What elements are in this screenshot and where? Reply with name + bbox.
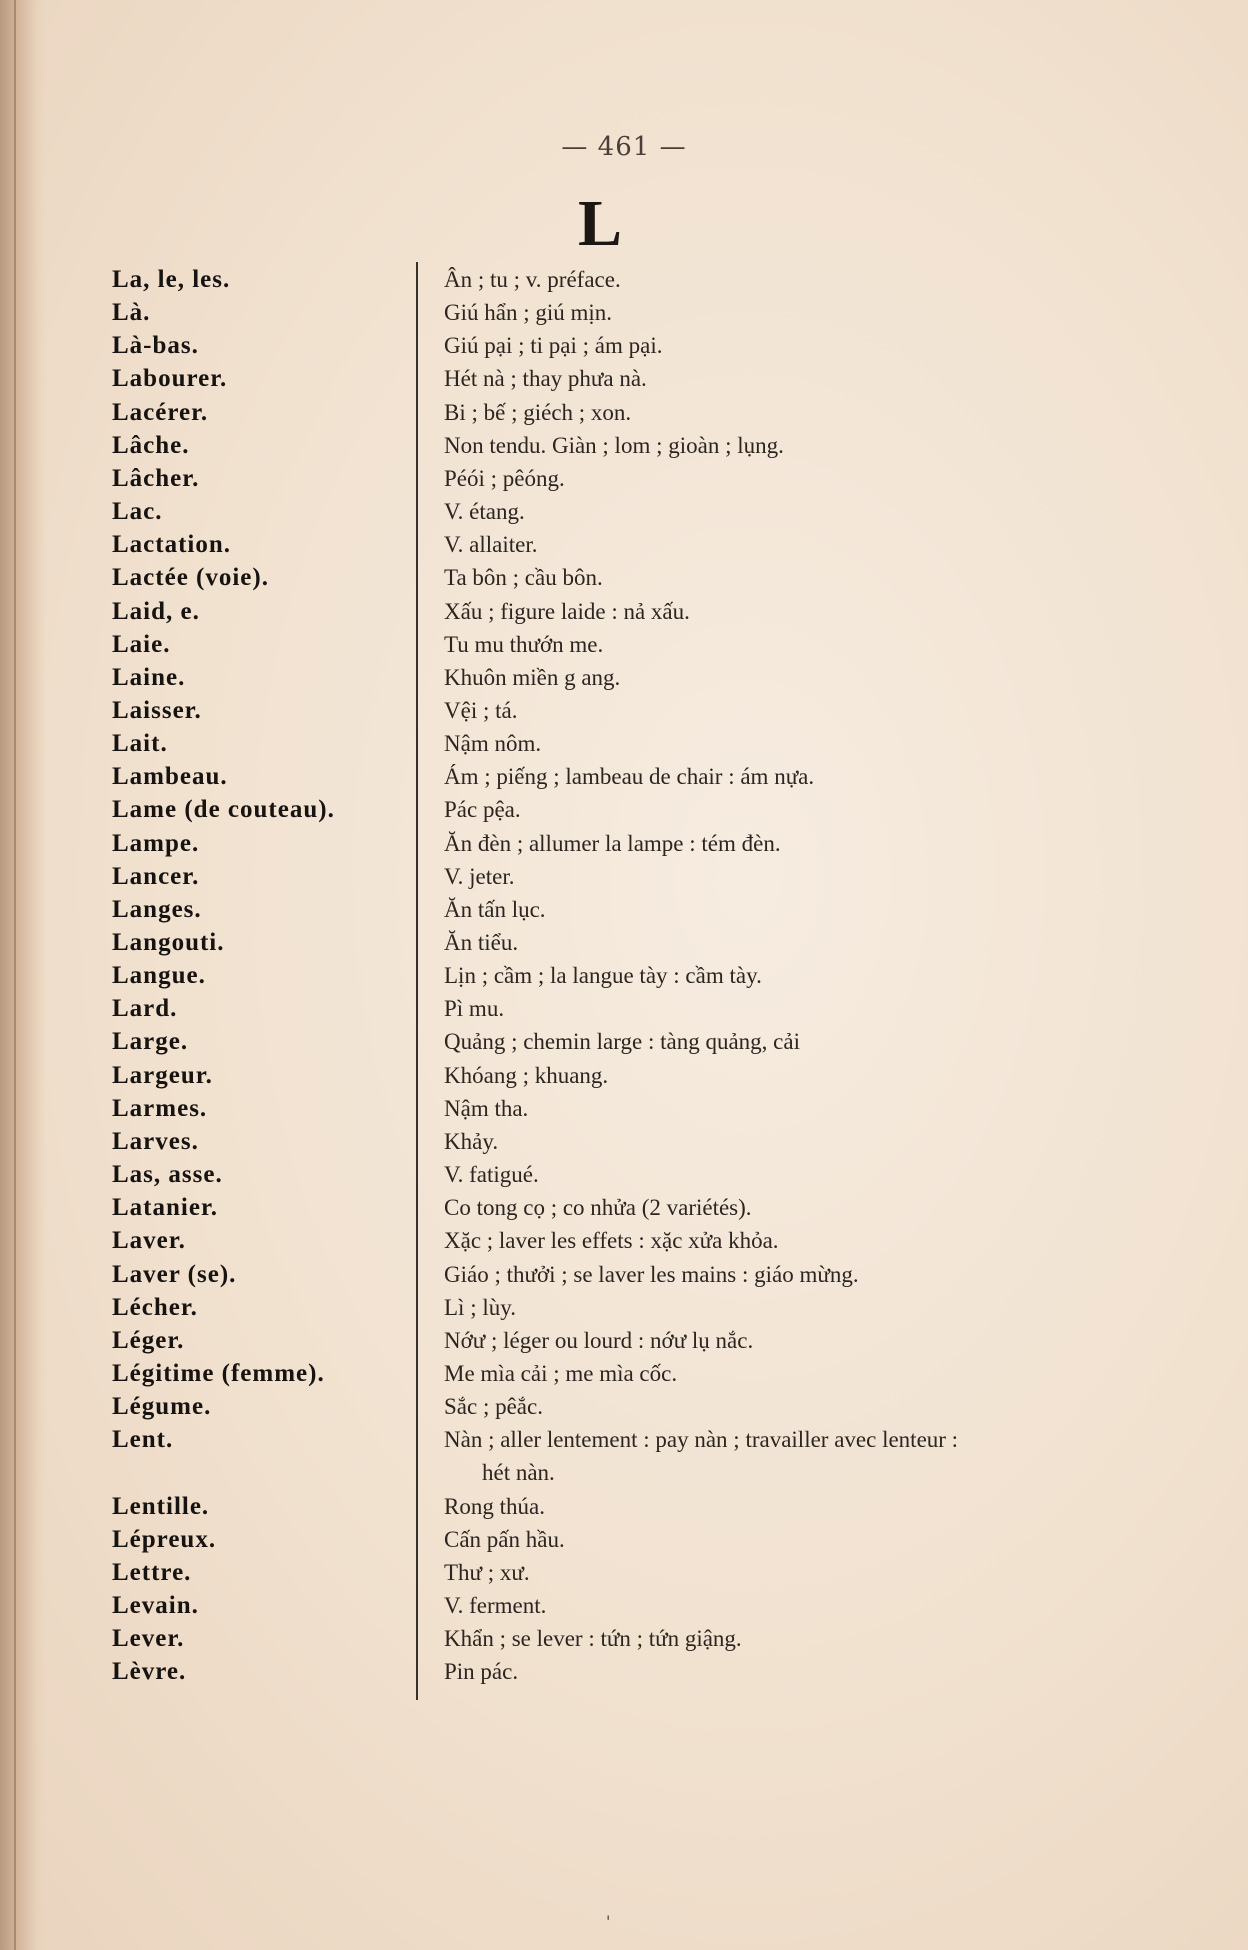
entry-headword: Larmes. [112,1094,208,1122]
entry-definition: V. fatigué. [444,1162,539,1187]
entry-definition: V. allaiter. [444,532,538,558]
entry-headword: Laver (se). [112,1260,237,1288]
entry-row [0,1357,1248,1390]
entry-definition: Co tong cọ ; co nhửa (2 variétés). [444,1195,752,1221]
entry-definition: Ăn tiểu. [444,930,519,955]
entry-headword: Lépreux. [112,1525,217,1553]
entry-definition: Lịn ; cầm ; la langue tày : cầm tày. [444,963,762,989]
entry-definition: Ăn đèn ; allumer la lampe : tém đèn. [444,830,781,856]
footer-mark: ' [606,1912,611,1931]
entry-definition: Rong thúa. [444,1493,545,1519]
entry-headword: Lac. [112,498,163,525]
entry-row [0,1556,1248,1589]
entry-definition: Sắc ; pêắc. [444,1394,543,1420]
entry-definition: Pác pệa. [444,797,521,823]
entry-row [0,661,1248,694]
entry-headword: Lécher. [112,1293,198,1321]
entry-row [0,1523,1248,1556]
entry-headword: Langes. [112,895,202,923]
entry-row [0,760,1248,793]
entry-row [0,1291,1248,1324]
entry-row [0,1092,1248,1125]
entry-definition: Khẩn ; se lever : tứn ; tứn giậng. [444,1626,742,1652]
entry-definition: Quảng ; chemin large : tàng quảng, cải [444,1029,800,1055]
entry-headword: Lever. [112,1625,185,1653]
entry-definition: V. étang. [444,499,525,524]
entry-headword: Lampe. [112,829,200,857]
entry-headword: Laisser. [112,697,202,724]
entry-row [0,1390,1248,1423]
entry-row [0,926,1248,959]
entry-row [0,1622,1248,1655]
entry-row [0,1324,1248,1357]
entry-row [0,992,1248,1025]
entry-row [0,595,1248,628]
entry-headword: Lacérer. [112,398,209,426]
entry-row [0,1456,1248,1489]
entry-row [0,1655,1248,1688]
entry-definition: Pin pác. [444,1659,519,1685]
entry-headword: Large. [112,1028,189,1056]
entry-definition: Vệi ; tá. [444,698,518,723]
entry-headword: Léger. [112,1326,185,1354]
entry-headword: Légume. [112,1393,212,1421]
entry-headword: Levain. [112,1592,199,1619]
section-letter-heading: L [577,187,623,260]
entry-row [0,727,1248,760]
entry-definition: Nàn ; aller lentement : pay nàn ; travailler avec lenteur : [444,1427,959,1453]
entry-definition: Bi ; bế ; giéch ; xon. [444,399,632,425]
entry-headword: Lentille. [112,1492,210,1520]
entry-definition: Thư ; xư. [444,1559,530,1585]
entry-definition: Ám ; piếng ; lambeau de chair : ám nựa. [444,764,815,790]
entry-definition: Non tendu. Giàn ; lom ; gioàn ; lụng. [444,432,784,458]
entry-row [0,860,1248,893]
entry-headword: Lâcher. [112,464,200,492]
entry-headword: Lent. [112,1426,174,1454]
entry-row [0,263,1248,296]
entry-definition: V. ferment. [444,1593,547,1618]
entry-row [0,694,1248,727]
entry-row [0,329,1248,362]
entry-row [0,1191,1248,1224]
entry-definition: Péói ; pêóng. [444,465,565,491]
entry-row [0,1125,1248,1158]
entry-definition: Ăn tấn lục. [444,896,546,922]
entry-row [0,561,1248,594]
entry-definition: V. jeter. [444,863,515,889]
entry-definition: Giú hẩn ; giú mịn. [444,300,613,326]
entry-row [0,528,1248,561]
entry-headword: La, le, les. [112,266,231,293]
entry-row [0,959,1248,992]
entry-headword: Laine. [112,663,186,691]
entry-headword: Lambeau. [112,763,228,791]
entry-headword: Lame (de couteau). [112,796,335,824]
entry-row [0,462,1248,495]
entry-definition: Khảy. [444,1128,499,1154]
entry-definition: Khóang ; khuang. [444,1062,609,1088]
entry-definition: Xặc ; laver les effets : xặc xửa khỏa. [444,1228,779,1254]
entry-headword: Laver. [112,1227,186,1255]
entry-headword: Là-bas. [112,332,199,360]
entry-definition: Lì ; lùy. [444,1294,516,1320]
entry-row [0,495,1248,528]
entry-definition: Xấu ; figure laide : nả xấu. [444,598,690,624]
entry-headword: Latanier. [112,1194,218,1222]
entry-definition: Nậm tha. [444,1095,529,1121]
entry-row [0,1158,1248,1191]
entry-row [0,396,1248,429]
entry-headword: Laid, e. [112,597,200,625]
entry-headword: Langouti. [112,929,225,956]
entry-row [0,429,1248,462]
entry-headword: Lettre. [112,1558,192,1586]
entry-headword: Lait. [112,730,168,758]
entry-definition: Hét nà ; thay phưa nà. [444,366,647,392]
entry-definition: Me mìa cải ; me mìa cốc. [444,1361,678,1386]
entry-row [0,1025,1248,1058]
entry-headword: Langue. [112,962,206,990]
entry-row [0,793,1248,826]
entry-row [0,1258,1248,1291]
entry-row [0,1589,1248,1622]
page-number: — 461 — [561,132,687,162]
entry-definition: Giú pại ; ti pại ; ám pại. [444,333,663,359]
entry-row [0,628,1248,661]
entry-headword: Labourer. [112,365,228,393]
entry-definition: Nậm nôm. [444,731,542,757]
entry-definition: Pì mu. [444,996,505,1022]
entry-row [0,1224,1248,1257]
entry-definition: Ta bôn ; cầu bôn. [444,565,603,591]
entry-headword: Lèvre. [112,1658,187,1686]
entry-headword: Lancer. [112,862,200,890]
entry-row [0,1059,1248,1092]
entry-headword: Là. [112,299,151,327]
entry-definition: Ân ; tu ; v. préface. [444,267,621,292]
entry-definition: Cấn pấn hầu. [444,1526,565,1552]
entry-definition: hét nàn. [482,1460,555,1486]
entry-headword: Lard. [112,995,178,1023]
entry-definition: Tu mu thướn me. [444,631,604,657]
entry-headword: Laie. [112,630,171,658]
entry-headword: Larves. [112,1127,199,1155]
entry-headword: Las, asse. [112,1161,223,1188]
entry-headword: Légitime (femme). [112,1360,325,1387]
entry-row [0,827,1248,860]
entry-definition: Nớư ; léger ou lourd : nớư lụ nắc. [444,1327,754,1353]
entry-row [0,1490,1248,1523]
entry-row [0,362,1248,395]
entry-row [0,893,1248,926]
entry-headword: Lactation. [112,531,232,559]
entry-headword: Lactée (voie). [112,564,269,592]
entry-row [0,296,1248,329]
entry-row [0,1423,1248,1456]
entry-headword: Lâche. [112,431,190,459]
entry-definition: Khuôn miền g ang. [444,664,621,690]
entry-definition: Giáo ; thưởi ; se laver les mains : giáo mừng. [444,1261,859,1287]
entry-headword: Largeur. [112,1061,213,1089]
